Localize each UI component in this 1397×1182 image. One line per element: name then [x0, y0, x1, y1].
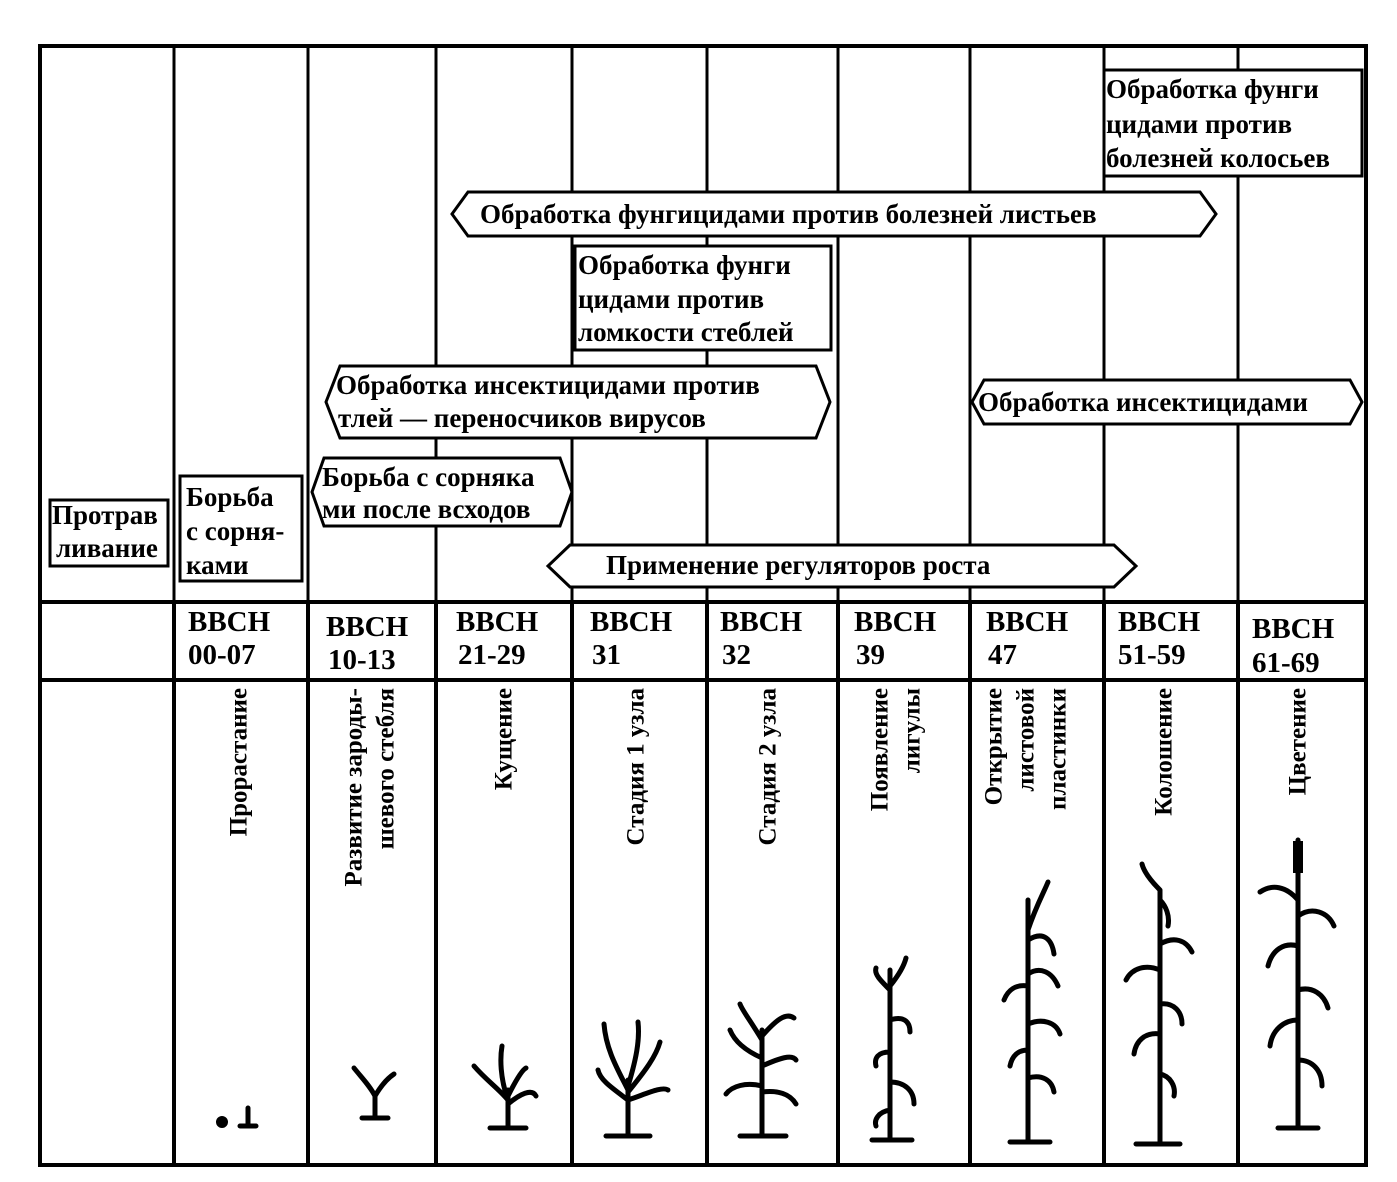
bbch-code-61-69-label: BBCH [1252, 613, 1335, 645]
treatment-aphid-insecticides-line-1: Обработка инсектицидами против [336, 370, 760, 400]
bbch-code-51-59-label: BBCH [1118, 606, 1201, 638]
plant-ligule-icon [872, 958, 914, 1140]
stage-name-ligule-line-2: лигулы [898, 688, 926, 774]
stage-name-second-node: Стадия 2 узла [754, 688, 782, 846]
treatment-stem-fungicides-line-1: Обработка фунги [578, 250, 791, 280]
treatment-stem-fungicides-line-2: цидами против [578, 284, 765, 314]
stage-name-leaf-opening-line-2: листовой [1012, 688, 1040, 792]
stage-name-germination: Прорастание [225, 688, 253, 837]
bbch-code-21-29-value: 21-29 [458, 639, 526, 671]
bbch-code-31-value: 31 [592, 639, 621, 671]
bbch-code-32-label: BBCH [720, 606, 803, 638]
treatment-weed-control-early [180, 476, 302, 581]
treatment-ear-fungicides-line-3: болезней колосьев [1106, 143, 1330, 173]
treatment-weed-control-early-line-1: Борьба [186, 482, 274, 512]
bbch-code-31-label: BBCH [590, 606, 673, 638]
treatment-insecticides [972, 380, 1362, 424]
treatment-weed-control-post-line-1: Борьба с сорняка [322, 462, 535, 492]
bbch-codes-row [188, 606, 1335, 679]
treatment-growth-regulators [548, 545, 1136, 587]
treatment-weed-control-post [312, 458, 572, 526]
bbch-code-61-69-value: 61-69 [1252, 647, 1320, 679]
bbch-code-10-13-value: 10-13 [328, 644, 396, 676]
plant-flowering-icon [1260, 840, 1334, 1128]
stage-name-seedling-line-1: Развитие зароды- [340, 688, 368, 887]
stage-name-ligule-line-1: Появление [866, 688, 894, 812]
bbch-code-00-07-value: 00-07 [188, 639, 256, 671]
stage-name-seedling-line-2: шевого стебля [372, 688, 400, 850]
plant-seedling-icon [354, 1068, 394, 1118]
treatment-insecticides-label: Обработка инсектицидами [978, 387, 1308, 417]
treatment-ear-fungicides-line-1: Обработка фунги [1106, 74, 1319, 104]
treatment-aphid-insecticides-line-2: тлей — переносчиков вирусов [338, 403, 706, 433]
bbch-code-51-59-value: 51-59 [1118, 639, 1186, 671]
bbch-code-10-13-label: BBCH [326, 611, 409, 643]
treatment-leaf-fungicides [452, 192, 1216, 236]
treatment-weed-control-early-line-2: с сорня- [186, 516, 285, 546]
plant-tillering-icon [474, 1046, 536, 1128]
treatment-leaf-fungicides-label: Обработка фунгицидами против болезней листьев [480, 199, 1097, 229]
plant-germination-icon [217, 1108, 256, 1127]
plant-first-node-icon [598, 1022, 668, 1136]
treatment-weed-control-post-line-2: ми после всходов [322, 494, 531, 524]
treatment-seed-dressing [50, 500, 168, 566]
stage-name-first-node: Стадия 1 узла [622, 688, 650, 846]
stage-name-heading: Колошение [1150, 688, 1178, 816]
bbch-code-39-value: 39 [856, 639, 885, 671]
treatment-seed-dressing-line-1: Протрав [52, 500, 158, 530]
plant-second-node-icon [726, 1004, 796, 1136]
treatment-seed-dressing-line-2: ливание [56, 533, 158, 563]
stage-names [226, 688, 1312, 887]
stage-name-leaf-opening-line-3: пластинки [1044, 688, 1072, 810]
lower-column-lines [174, 602, 1238, 1165]
stage-name-leaf-opening-line-1: Открытие [980, 688, 1008, 806]
treatment-stem-fungicides-line-3: ломкости стеблей [578, 317, 794, 347]
bbch-code-47-label: BBCH [986, 606, 1069, 638]
treatment-ear-fungicides [1104, 70, 1362, 176]
treatment-aphid-insecticides [326, 366, 830, 438]
bbch-code-32-value: 32 [722, 639, 751, 671]
treatment-growth-regulators-label: Применение регуляторов роста [606, 550, 991, 580]
bbch-code-21-29-label: BBCH [456, 606, 539, 638]
bbch-code-39-label: BBCH [854, 606, 937, 638]
stage-name-flowering: Цветение [1284, 688, 1312, 796]
plant-heading-icon [1126, 864, 1192, 1144]
stage-name-tillering: Кущение [490, 688, 518, 791]
bbch-code-00-07-label: BBCH [188, 606, 271, 638]
treatment-ear-fungicides-line-2: цидами против [1106, 109, 1293, 139]
treatment-stem-fungicides [575, 246, 831, 350]
plant-leaf-opening-icon [1004, 882, 1060, 1142]
bbch-code-47-value: 47 [988, 639, 1017, 671]
treatment-weed-control-early-line-3: ками [186, 550, 249, 580]
